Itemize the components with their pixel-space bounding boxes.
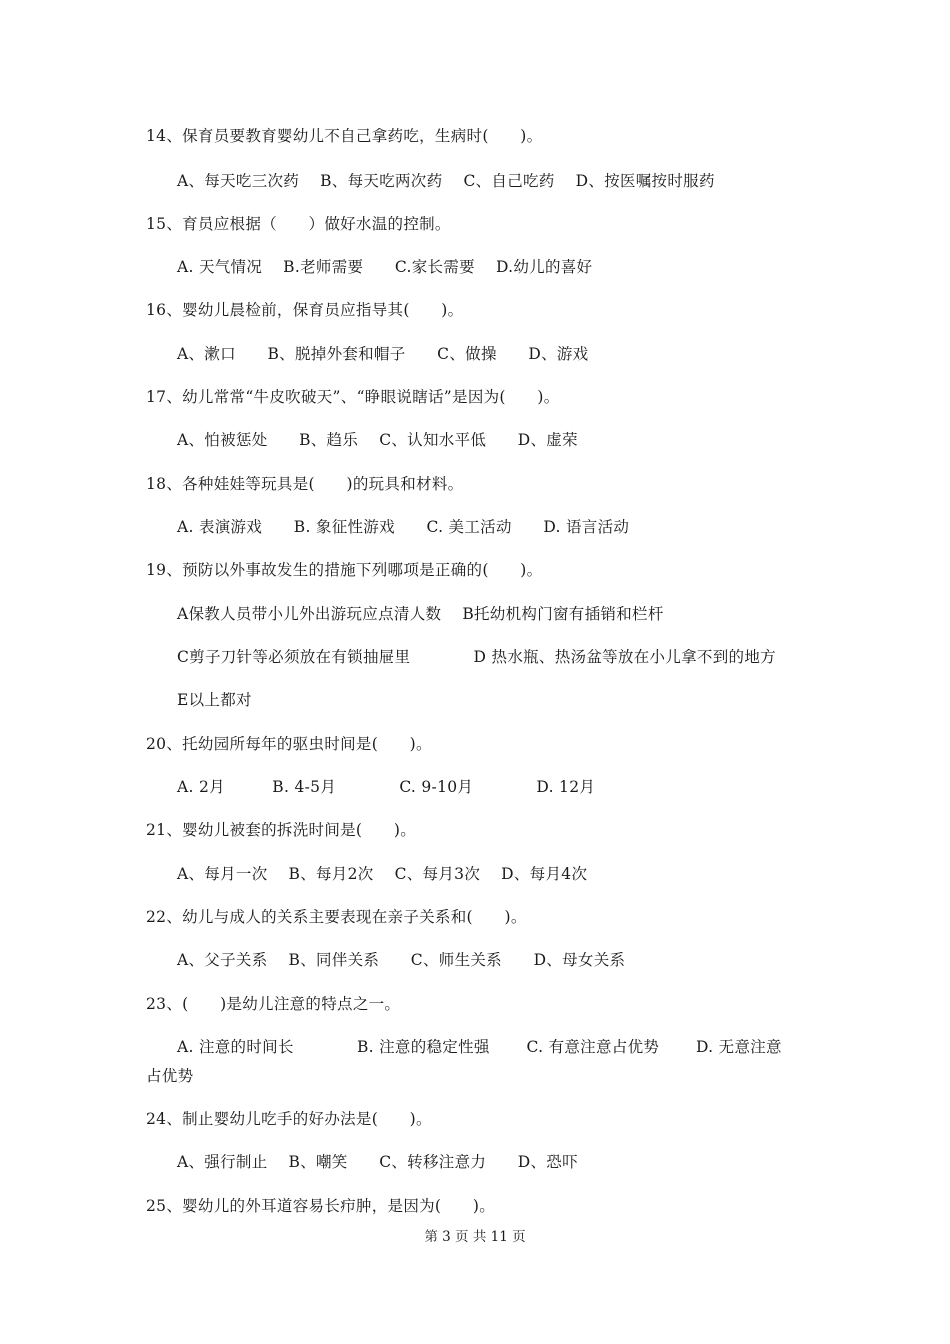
question-15-stem: 15、育员应根据（ ）做好水温的控制。 [146,215,451,233]
question-20-stem: 20、托幼园所每年的驱虫时间是( )。 [146,735,432,753]
question-24-options: A、强行制止 B、嘲笑 C、转移注意力 D、恐吓 [177,1153,578,1171]
question-15-options: A. 天气情况 B.老师需要 C.家长需要 D.幼儿的喜好 [177,258,593,276]
question-19-stem: 19、预防以外事故发生的措施下列哪项是正确的( )。 [146,561,543,579]
question-19-option-line-1: A保教人员带小儿外出游玩应点清人数 B托幼机构门窗有插销和栏杆 [177,605,664,623]
question-19-option-line-2: C剪子刀针等必须放在有锁抽屉里 D 热水瓶、热汤盆等放在小儿拿不到的地方 [177,648,776,666]
question-19-option-line-3: E以上都对 [177,691,252,709]
question-23-options: A. 注意的时间长 B. 注意的稳定性强 C. 有意注意占优势 D. 无意注意 [177,1038,782,1056]
page-number-footer: 第 3 页 共 11 页 [424,1229,526,1245]
question-14-options: A、每天吃三次药 B、每天吃两次药 C、自己吃药 D、按医嘱按时服药 [177,172,715,190]
question-25-stem: 25、婴幼儿的外耳道容易长疖肿，是因为( )。 [146,1197,496,1215]
question-17-options: A、怕被惩处 B、趋乐 C、认知水平低 D、虚荣 [177,431,578,449]
question-17-stem: 17、幼儿常常“牛皮吹破天”、“睁眼说瞎话”是因为( )。 [146,388,560,406]
question-16-options: A、漱口 B、脱掉外套和帽子 C、做操 D、游戏 [177,345,589,363]
question-18-options: A. 表演游戏 B. 象征性游戏 C. 美工活动 D. 语言活动 [177,518,630,536]
question-18-stem: 18、各种娃娃等玩具是( )的玩具和材料。 [146,475,464,493]
question-14-stem: 14、保育员要教育婴幼儿不自己拿药吃，生病时( )。 [146,127,543,145]
question-24-stem: 24、制止婴幼儿吃手的好办法是( )。 [146,1110,432,1128]
question-21-stem: 21、婴幼儿被套的拆洗时间是( )。 [146,821,417,839]
question-22-options: A、父子关系 B、同伴关系 C、师生关系 D、母女关系 [177,951,626,969]
question-23-options-continued: 占优势 [146,1067,194,1085]
question-20-options: A. 2月 B. 4-5月 C. 9-10月 D. 12月 [177,778,596,796]
question-23-stem: 23、( )是幼儿注意的特点之一。 [146,995,401,1013]
question-21-options: A、每月一次 B、每月2次 C、每月3次 D、每月4次 [177,865,588,883]
question-22-stem: 22、幼儿与成人的关系主要表现在亲子关系和( )。 [146,908,527,926]
question-16-stem: 16、婴幼儿晨检前，保育员应指导其( )。 [146,301,464,319]
